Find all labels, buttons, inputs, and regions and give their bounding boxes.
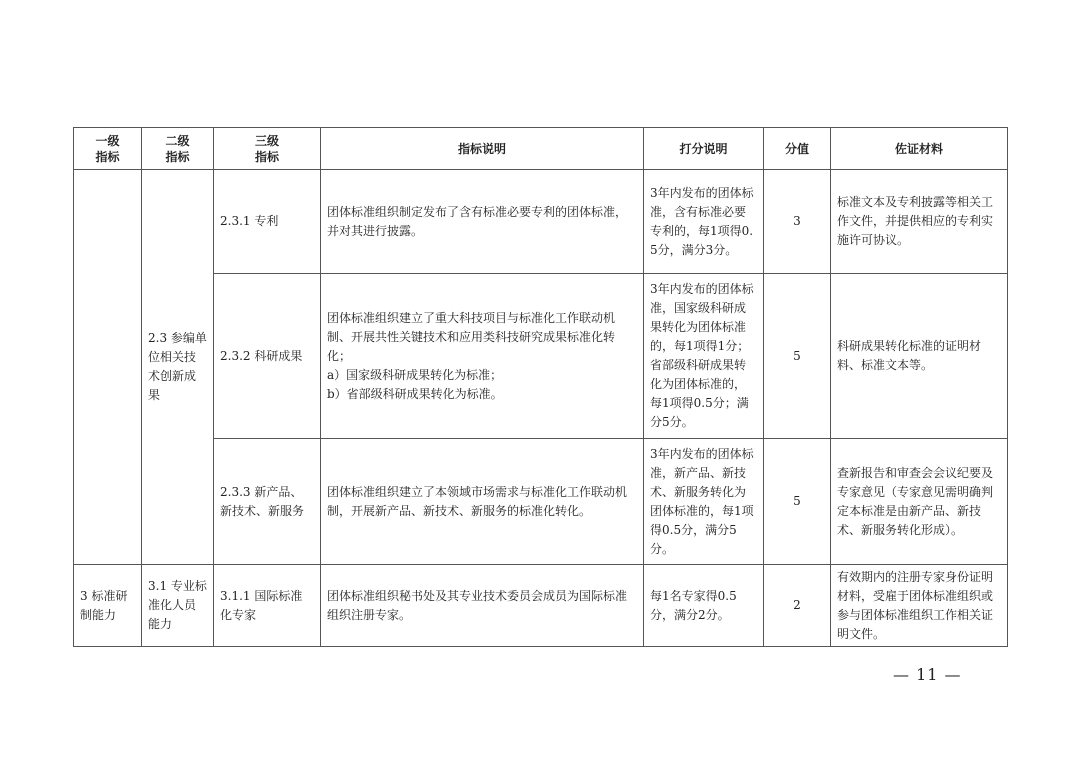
level3-cell: 3.1.1 国际标准化专家 <box>214 565 321 647</box>
score-cell: 2 <box>764 565 831 647</box>
table-row <box>74 439 1008 565</box>
level3-cell: 2.3.1 专利 <box>214 170 321 274</box>
level3-cell: 2.3.3 新产品、新技术、新服务 <box>214 439 321 565</box>
table-row <box>74 274 1008 439</box>
page-number: — 11 — <box>893 665 962 684</box>
header-level3: 三级 指标 <box>214 128 321 170</box>
header-level1: 一级 指标 <box>74 128 142 170</box>
header-description: 指标说明 <box>321 128 644 170</box>
level1-cell: 3 标准研制能力 <box>74 565 142 647</box>
evidence-cell: 查新报告和审查会会议纪要及专家意见（专家意见需明确判定本标准是由新产品、新技术、新服务转化形成）。 <box>831 439 1008 565</box>
description-cell: 团体标准组织建立了本领域市场需求与标准化工作联动机制，开展新产品、新技术、新服务的标准化转化。 <box>321 439 644 565</box>
score-cell: 5 <box>764 439 831 565</box>
description-cell: 团体标准组织制定发布了含有标准必要专利的团体标准，并对其进行披露。 <box>321 170 644 274</box>
header-scoring: 打分说明 <box>644 128 764 170</box>
scoring-cell: 每1名专家得0.5分，满分2分。 <box>644 565 764 647</box>
evidence-cell: 标准文本及专利披露等相关工作文件，并提供相应的专利实施许可协议。 <box>831 170 1008 274</box>
evidence-cell: 有效期内的注册专家身份证明材料，受雇于团体标准组织或参与团体标准组织工作相关证明文件。 <box>831 565 1008 647</box>
header-evidence: 佐证材料 <box>831 128 1008 170</box>
evidence-cell: 科研成果转化标准的证明材料、标准文本等。 <box>831 274 1008 439</box>
scoring-cell: 3年内发布的团体标准，新产品、新技术、新服务转化为团体标准的，每1项得0.5分，满分5分。 <box>644 439 764 565</box>
score-cell: 3 <box>764 170 831 274</box>
scoring-cell: 3年内发布的团体标准，国家级科研成果转化为团体标准的，每1项得1分；省部级科研成果转化为团体标准的，每1项得0.5分；满分5分。 <box>644 274 764 439</box>
table-header-row <box>74 128 1008 170</box>
level3-cell: 2.3.2 科研成果 <box>214 274 321 439</box>
description-cell: 团体标准组织秘书处及其专业技术委员会成员为国际标准组织注册专家。 <box>321 565 644 647</box>
score-cell: 5 <box>764 274 831 439</box>
level2-cell: 3.1 专业标准化人员能力 <box>142 565 214 647</box>
table-row <box>74 565 1008 647</box>
level1-cell-empty <box>74 170 142 565</box>
description-cell: 团体标准组织建立了重大科技项目与标准化工作联动机制、开展共性关键技术和应用类科技研究成果标准化转化； a）国家级科研成果转化为标准； b）省部级科研成果转化为标准。 <box>321 274 644 439</box>
header-level2: 二级 指标 <box>142 128 214 170</box>
header-score: 分值 <box>764 128 831 170</box>
table-row <box>74 170 1008 274</box>
level2-cell: 2.3 参编单位相关技术创新成果 <box>142 170 214 565</box>
scoring-cell: 3年内发布的团体标准，含有标准必要专利的，每1项得0.5分，满分3分。 <box>644 170 764 274</box>
indicator-table <box>73 127 1008 647</box>
